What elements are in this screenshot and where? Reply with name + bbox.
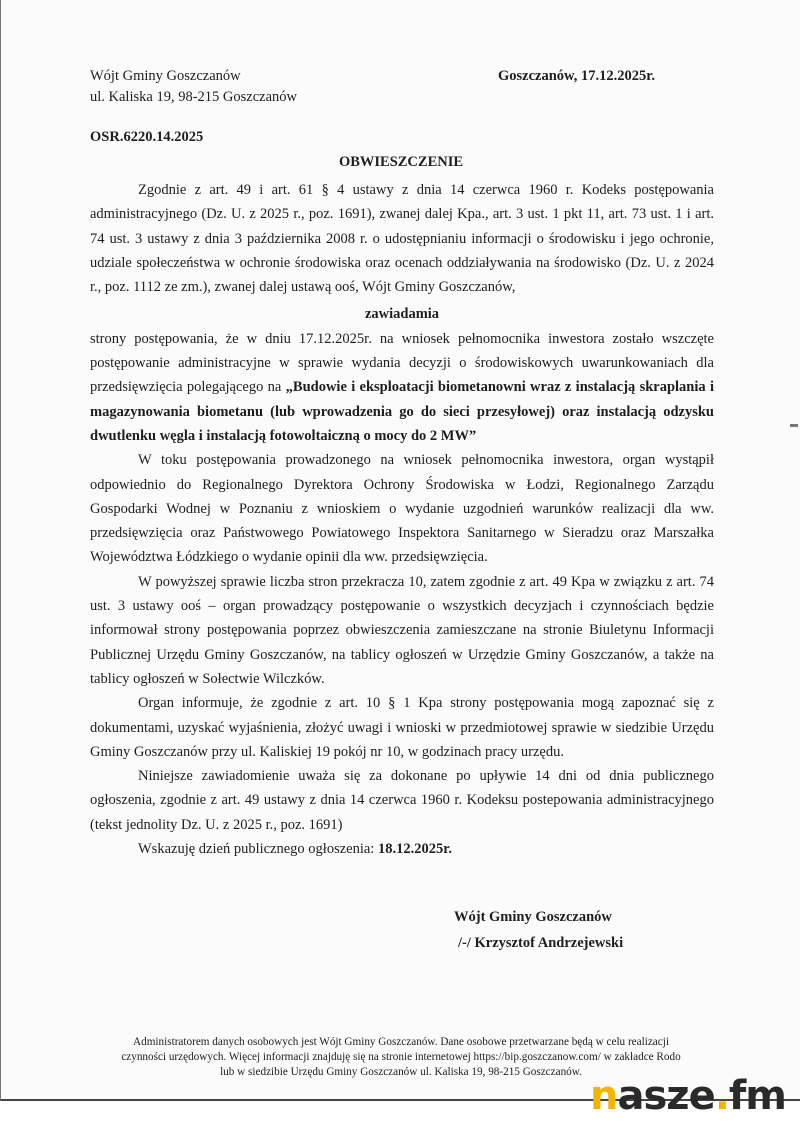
signature-office: Wójt Gminy Goszczanów [454,909,612,925]
logo-accent-letter: n [590,1073,618,1119]
signature-name: /-/ Krzysztof Andrzejewski [458,935,624,951]
project-name: „Budowie i eksploatacji biometanowni wraz z instalacją skraplania i magazynowania biometanu (lub wprowadzenia go do sieci przesyłowej) oraz instalacją odzysku dwutlenku węgla i instalacją fotowoltaiczną o mocy do 2 MW” [90,379,714,444]
footer-line: czynności urzędowych. Więcej informacji znajduję się na stronie internetowej https://bip.goszczanow.com/ w zakładce Rodo [121,1051,681,1063]
place-date: Goszczanów, 17.12.2025r. [498,68,655,84]
reference-number: OSR.6220.14.2025 [90,129,204,145]
nasze-fm-watermark-logo [590,1073,786,1119]
paragraph-effective: Niniejsze zawiadomienie uważa się za dokonane po upływie 14 dni od dnia publicznego ogłoszenia, zgodnie z art. 49 ustawy z dnia 14 czerwca 1960 r. Kodeksu postepowania administracyjnego (tekst jednolity Dz. U. z 2025 r., poz. 1691) [90,768,714,833]
logo-dot: . [714,1073,729,1119]
publication-date-label: Wskazuję dzień publicznego ogłoszenia: [138,841,378,858]
document-title: OBWIESZCZENIE [338,154,464,170]
footer-line: Administratorem danych osobowych jest Wójt Gminy Goszczanów. Dane osobowe przetwarzane będą w celu realizacji [133,1036,669,1048]
paragraph-publication-date [90,837,714,861]
logo-tld: fm [728,1073,786,1119]
notification-intro: strony postępowania, że w dniu 17.12.2025r. na wniosek pełnomocnika inwestora zostało wszczęte postępowanie administracyjne w sprawie wydania decyzji o środowiskowych uwarunkowaniach dla przedsięwzięcia polegającego na [90,330,714,396]
logo-text: asze [617,1073,715,1119]
sender-block [90,66,297,108]
paragraph-access: Organ informuje, że zgodnie z art. 10 § 1 Kpa strony postępowania mogą zapoznać się z dokumentami, uzyskać wyjaśnienia, złożyć uwagi i wnioski w przedmiotowej sprawie w siedzibie Urzędu Gminy Goszczanów przy ul. Kaliskiej 19 pokój nr 10, w godzinach pracy urzędu. [90,695,714,760]
sender-name: Wójt Gminy Goszczanów [90,68,241,84]
document-body [90,178,714,861]
scan-artifact [790,424,798,427]
paragraph-consultations: W toku postępowania prowadzonego na wniosek pełnomocnika inwestora, organ wystąpił odpowiednio do Regionalnego Dyrektora Ochrony Środowiska w Łodzi, Regionalnego Zarządu Gospodarki Wodnej w Poznaniu z wnioskiem o wydanie uzgodnień warunków realizacji dla ww. przedsięwzięcia oraz Państwowego Powiatowego Inspektora Sanitarnego w Sieradzu oraz Marszałka Województwa Łódzkiego o wydanie opinii dla ww. przedsięwzięcia. [90,452,714,566]
signature-block [454,904,623,956]
sender-address: ul. Kaliska 19, 98-215 Goszczanów [90,89,297,105]
paragraph-notification [90,327,714,448]
publication-date: 18.12.2025r. [377,841,452,858]
footer-line: lub w siedzibie Urzędu Gminy Goszczanów ul. Kaliska 19, 98-215 Goszczanów. [220,1066,582,1078]
announce-word: zawiadamia [364,306,440,323]
paragraph-legal-basis: Zgodnie z art. 49 i art. 61 § 4 ustawy z dnia 14 czerwca 1960 r. Kodeks postępowania administracyjnego (Dz. U. z 2025 r., poz. 1691), zwanej dalej Kpa., art. 3 ust. 1 pkt 11, art. 73 ust. 1 i art. 74 ust. 3 ustawy z dnia 3 października 2008 r. o udostępnianiu informacji o środowisku i jego ochronie, udziale społeczeństwa w ochronie środowiska oraz ocenach oddziaływania na środowisko (Dz. U. z 2024 r., poz. 1112 ze zm.), zwanej dalej ustawą ooś, Wójt Gminy Goszczanów, [90,182,714,296]
paragraph-parties: W powyższej sprawie liczba stron przekracza 10, zatem zgodnie z art. 49 Kpa w związku z art. 74 ust. 3 ustawy ooś – organ prowadzący postępowanie o wszystkich decyzjach i czynnościach będzie informował strony postępowania poprzez obwieszczenia zamieszczane na stronie Biuletynu Informacji Publicznej Urzędu Gminy Goszczanów, na tablicy ogłoszeń w Urzędzie Gminy Goszczanów, a także na tablicy ogłoszeń w Sołectwie Wilczków. [90,573,714,687]
